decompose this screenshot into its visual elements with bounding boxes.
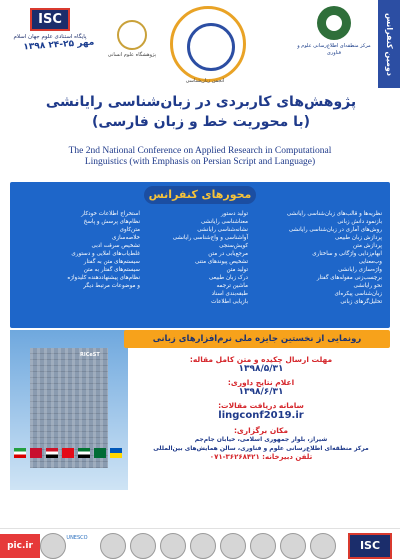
- axis-item: تشخیص سرقت ادبی: [91, 243, 140, 249]
- watermark-badge: pic.ir: [0, 534, 40, 558]
- conference-axes-panel: [10, 182, 390, 328]
- axis-item: معناشناسی رایانشی: [200, 219, 248, 225]
- sponsor-logo-icon: [310, 533, 336, 559]
- sponsor-logo-icon: [220, 533, 246, 559]
- flag-icon: [62, 448, 74, 458]
- axis-item: برچسب‌زنی مقوله‌های گفتار: [316, 275, 382, 281]
- association-logo-caption: انجمن زبان‌شناسی: [185, 78, 225, 84]
- association-emblem-icon: [170, 6, 246, 82]
- deadline-label: مهلت ارسال چکیده و متن کامل مقاله:: [189, 355, 333, 364]
- axis-item: سیستم‌های متن به گفتار: [83, 259, 140, 265]
- axes-column-2: [148, 210, 248, 306]
- flag-icon: [46, 448, 58, 458]
- flag-icon: [94, 448, 106, 458]
- axes-heading: محورهای کنفرانس: [144, 186, 256, 204]
- conference-info: [132, 352, 390, 498]
- axis-item: تحلیل‌گرهای زبانی: [340, 299, 382, 305]
- results-value: ۱۳۹۸/۶/۳۱: [238, 387, 284, 397]
- persian-title: [28, 92, 374, 132]
- sponsor-logo-icon: [250, 533, 276, 559]
- axis-item: پردازش متن: [353, 243, 382, 249]
- isc-logo: [10, 8, 90, 40]
- venue-line-2: مرکز منطقه‌ای اطلاع‌رسانی علوم و فناوری، سالن همایش‌های بین‌المللی: [153, 445, 369, 452]
- axis-item: بازنمود دانش زبانی: [337, 219, 382, 225]
- axis-item: زبان‌شناسی پیکره‌ای: [334, 291, 382, 297]
- building-sign: RICeST: [80, 352, 100, 358]
- axis-item: خلاصه‌سازی: [111, 235, 140, 241]
- flag-icon: [30, 448, 42, 458]
- axis-item: و موضوعات مرتبط دیگر: [83, 283, 140, 289]
- sponsor-footer: [0, 528, 400, 560]
- axis-item: مرجع‌یابی در متن: [208, 251, 248, 257]
- axis-item: طبقه‌بندی اسناد: [211, 291, 248, 297]
- isc-logo-caption: پایگاه استنادی علوم جهان اسلام: [13, 34, 87, 40]
- axis-item: نشانه‌شناسی رایانشی: [197, 227, 248, 233]
- results-label: اعلام نتایج داوری:: [227, 378, 295, 387]
- institute-logo-caption: پژوهشگاه علوم انسانی: [107, 52, 157, 58]
- persian-title-line2: (با محوریت خط و زبان فارسی): [91, 114, 311, 130]
- poster-header: [0, 0, 400, 88]
- axis-item: متن‌کاوی: [119, 227, 140, 233]
- venue-line-1: شیراز، بلوار جمهوری اسلامی، خیابان جام‌جم: [194, 436, 328, 443]
- axis-item: تولید متن: [226, 267, 248, 273]
- axis-item: وب‌معنایی: [358, 259, 382, 265]
- flag-icon: [110, 448, 122, 458]
- ribbon-text: دومین کنفرانس ملی: [367, 12, 394, 76]
- secretariat-phone: تلفن دبیرخانه: ۳۶۲۶۸۴۲۱-۰۷۱: [209, 453, 313, 461]
- footer-isc-logo: ISC: [348, 533, 392, 559]
- axis-item: نظریه‌ها و قالب‌های زبان‌شناسی رایانشی: [286, 211, 382, 217]
- axis-item: روش‌های آماری در زبان‌شناسی رایانشی: [288, 227, 382, 233]
- axis-item: غلط‌یاب‌های املایی و دستوری: [71, 251, 140, 257]
- ricest-logo: [296, 6, 372, 64]
- institute-emblem-icon: [117, 20, 147, 50]
- conference-date: ۱۳۹۸ مهر ۲۵-۲۴: [23, 37, 95, 53]
- isc-logo-mark: ISC: [30, 8, 70, 31]
- axis-item: تشخیص پیوندهای متنی: [195, 259, 248, 265]
- axis-item: واژه‌سازی رایانشی: [338, 267, 382, 273]
- axes-column-3: [18, 210, 140, 290]
- sponsor-logo-icon: [100, 533, 126, 559]
- unesco-logo: UNESCO: [66, 535, 88, 541]
- axis-item: نحو رایانشی: [353, 283, 382, 289]
- submission-system-label: سامانه دریافت مقالات:: [218, 401, 304, 410]
- sponsor-logo-icon: [280, 533, 306, 559]
- conference-ribbon: [367, 0, 400, 88]
- axes-column-1: [254, 210, 382, 306]
- deadline-value: ۱۳۹۸/۵/۳۱: [238, 364, 284, 374]
- axis-item: نظام‌های پیشنهاددهنده کلیدواژه: [67, 275, 140, 281]
- flag-icon: [14, 448, 26, 458]
- ricest-logo-caption: مرکز منطقه‌ای اطلاع‌رسانی علوم و فناوری: [297, 43, 371, 56]
- award-banner: رونمایی از نخستین جایزه ملی نرم‌افزارهای زبانی: [124, 330, 390, 348]
- axis-item: پردازش زبان طبیعی: [334, 235, 382, 241]
- persian-title-line1: پژوهش‌های کاربردی در زبان‌شناسی رایانشی: [45, 94, 357, 110]
- english-title-line2: Linguistics (with Emphasis on Persian Script and Language): [84, 157, 316, 167]
- sponsor-logo-icon: [130, 533, 156, 559]
- sponsor-logo-icon: [160, 533, 186, 559]
- flag-icon: [78, 448, 90, 458]
- axis-item: درک زبان طبیعی: [208, 275, 248, 281]
- flag-row: [10, 448, 128, 490]
- axis-item: آواشناسی و واج‌شناسی رایانشی: [172, 235, 248, 241]
- axis-item: بازیابی اطلاعات: [211, 299, 248, 305]
- ricest-emblem-icon: [317, 6, 351, 40]
- axis-item: استخراج اطلاعات خودکار: [81, 211, 140, 217]
- building-photo: [10, 330, 128, 490]
- english-title: [20, 146, 380, 168]
- english-title-line1: The 2nd National Conference on Applied Research in Computational: [68, 146, 332, 156]
- axis-item: تولید دستور: [220, 211, 248, 217]
- sponsor-logo-icon: [190, 533, 216, 559]
- venue-label: مکان برگزاری:: [233, 426, 289, 435]
- axis-item: سیستم‌های گفتار به متن: [83, 267, 140, 273]
- axis-item: کویش‌سنجی: [219, 243, 248, 249]
- axis-item: ماشین ترجمه: [216, 283, 248, 289]
- linguistics-association-logo: [162, 2, 248, 86]
- axis-item: نظام‌های پرسش و پاسخ: [83, 219, 140, 225]
- conference-url[interactable]: lingconf2019.ir: [218, 410, 304, 421]
- axis-item: ابهام‌زدایی واژگانی و ساختاری: [312, 251, 382, 257]
